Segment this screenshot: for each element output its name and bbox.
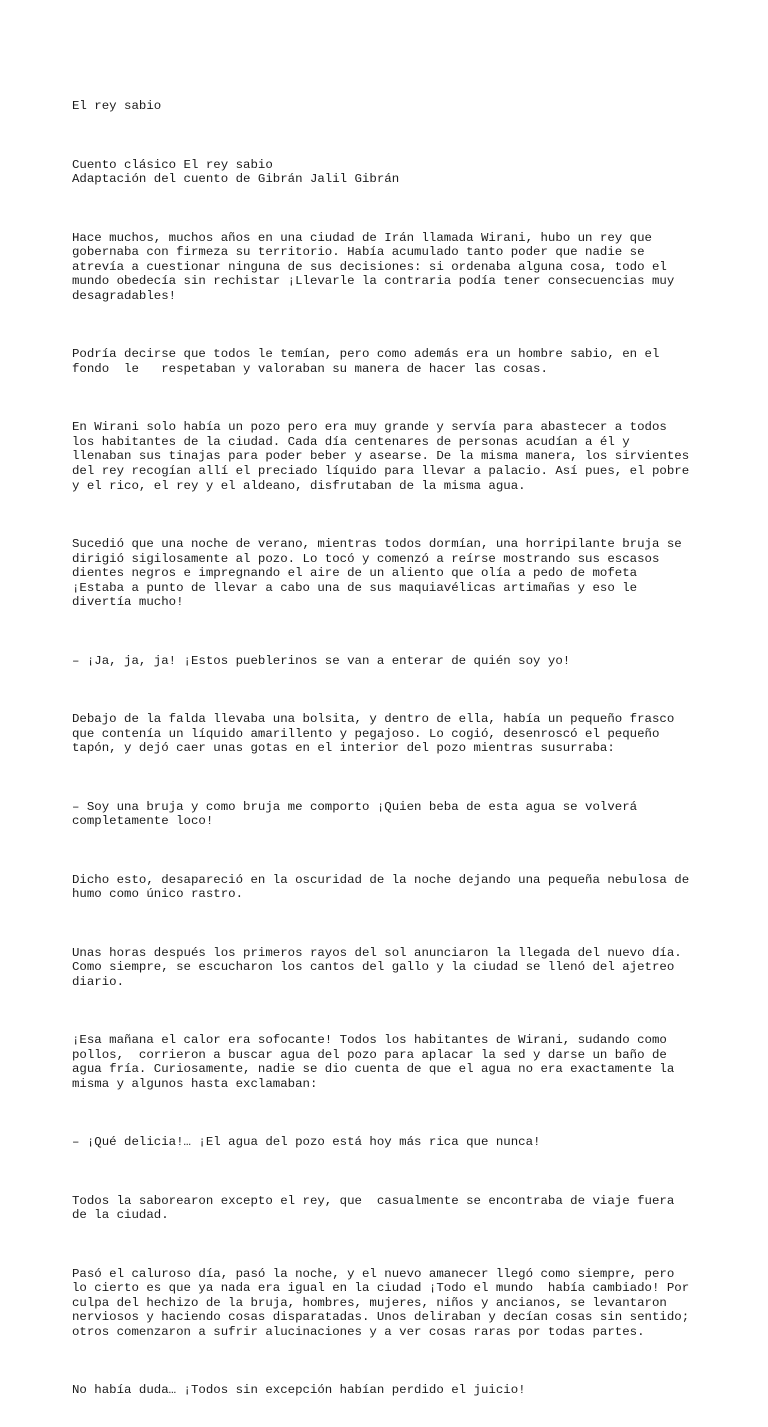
document-title: El rey sabio — [72, 99, 162, 114]
paragraph: ¡Esa mañana el calor era sofocante! Todos los habitantes de Wirani, sudando como pollos, corrieron a buscar agua del pozo para aplacar la sed y darse un baño de agua fría. Curiosamente, nadie se dio cuenta de que el agua no era exactamente la misma y algunos hasta exclamaban: — [72, 1033, 675, 1091]
paragraph: En Wirani solo había un pozo pero era muy grande y servía para abastecer a todos los habitantes de la ciudad. Cada día centenares de personas acudían a él y llenaban sus tinajas para poder beber y asearse. De la misma manera, los sirvientes del rey recogían allí el preciado líquido para llevar a palacio. Así pues, el pobre y el rico, el rey y el aldeano, disfrutaban de la misma agua. — [72, 420, 690, 493]
subtitle-line: Cuento clásico El rey sabio — [72, 157, 273, 172]
document-subtitle — [72, 158, 712, 187]
paragraph: – ¡Ja, ja, ja! ¡Estos pueblerinos se van a enterar de quién soy yo! — [72, 653, 571, 668]
paragraph: Dicho esto, desapareció en la oscuridad de la noche dejando una pequeña nebulosa de humo como único rastro. — [72, 872, 690, 902]
document-page — [72, 70, 712, 1427]
paragraph: Unas horas después los primeros rayos del sol anunciaron la llegada del nuevo día. Como siempre, se escucharon los cantos del gallo y la ciudad se llenó del ajetreo diario. — [72, 945, 682, 989]
paragraph: Sucedió que una noche de verano, mientras todos dormían, una horripilante bruja se dirigió sigilosamente al pozo. Lo tocó y comenzó a reírse mostrando sus escasos dientes negros e impregnando el aire de un aliento que olía a pedo de mofeta ¡Estaba a punto de llevar a cabo una de sus maquiavélicas artimañas y eso le divertía mucho! — [72, 537, 682, 610]
paragraph: – Soy una bruja y como bruja me comporto ¡Quien beba de esta agua se volverá completamente loco! — [72, 799, 638, 829]
subtitle-line: Adaptación del cuento de Gibrán Jalil Gibrán — [72, 172, 400, 187]
paragraph: Hace muchos, muchos años en una ciudad de Irán llamada Wirani, hubo un rey que gobernaba con firmeza su territorio. Había acumulado tanto poder que nadie se atrevía a cuestionar ninguna de sus decisiones: si ordenaba alguna cosa, todo el mundo obedecía sin rechistar ¡Llevarle la contraria podía tener consecuencias muy desagradables! — [72, 230, 675, 303]
paragraph: Todos la saborearon excepto el rey, que casualmente se encontraba de viaje fuera de la ciudad. — [72, 1193, 675, 1223]
paragraph: No había duda… ¡Todos sin excepción habían perdido el juicio! — [72, 1383, 526, 1398]
paragraph: Podría decirse que todos le temían, pero como además era un hombre sabio, en el fondo le respetaban y valoraban su manera de hacer las cosas. — [72, 347, 660, 376]
paragraph: Pasó el caluroso día, pasó la noche, y el nuevo amanecer llegó como siempre, pero lo cierto es que ya nada era igual en la ciudad ¡Todo el mundo había cambiado! Por culpa del hechizo de la bruja, hombres, mujeres, niños y ancianos, se levantaron nerviosos y haciendo cosas disparatadas. Unos deliraban y decían cosas sin sentido; otros comenzaron a sufrir alucinaciones y a ver cosas raras por todas partes. — [72, 1266, 690, 1340]
paragraph: – ¡Qué delicia!… ¡El agua del pozo está hoy más rica que nunca! — [72, 1135, 541, 1150]
paragraph: Debajo de la falda llevaba una bolsita, y dentro de ella, había un pequeño frasco que contenía un líquido amarillento y pegajoso. Lo cogió, desenroscó el pequeño tapón, y dejó caer unas gotas en el interior del pozo mientras susurraba: — [72, 712, 675, 756]
